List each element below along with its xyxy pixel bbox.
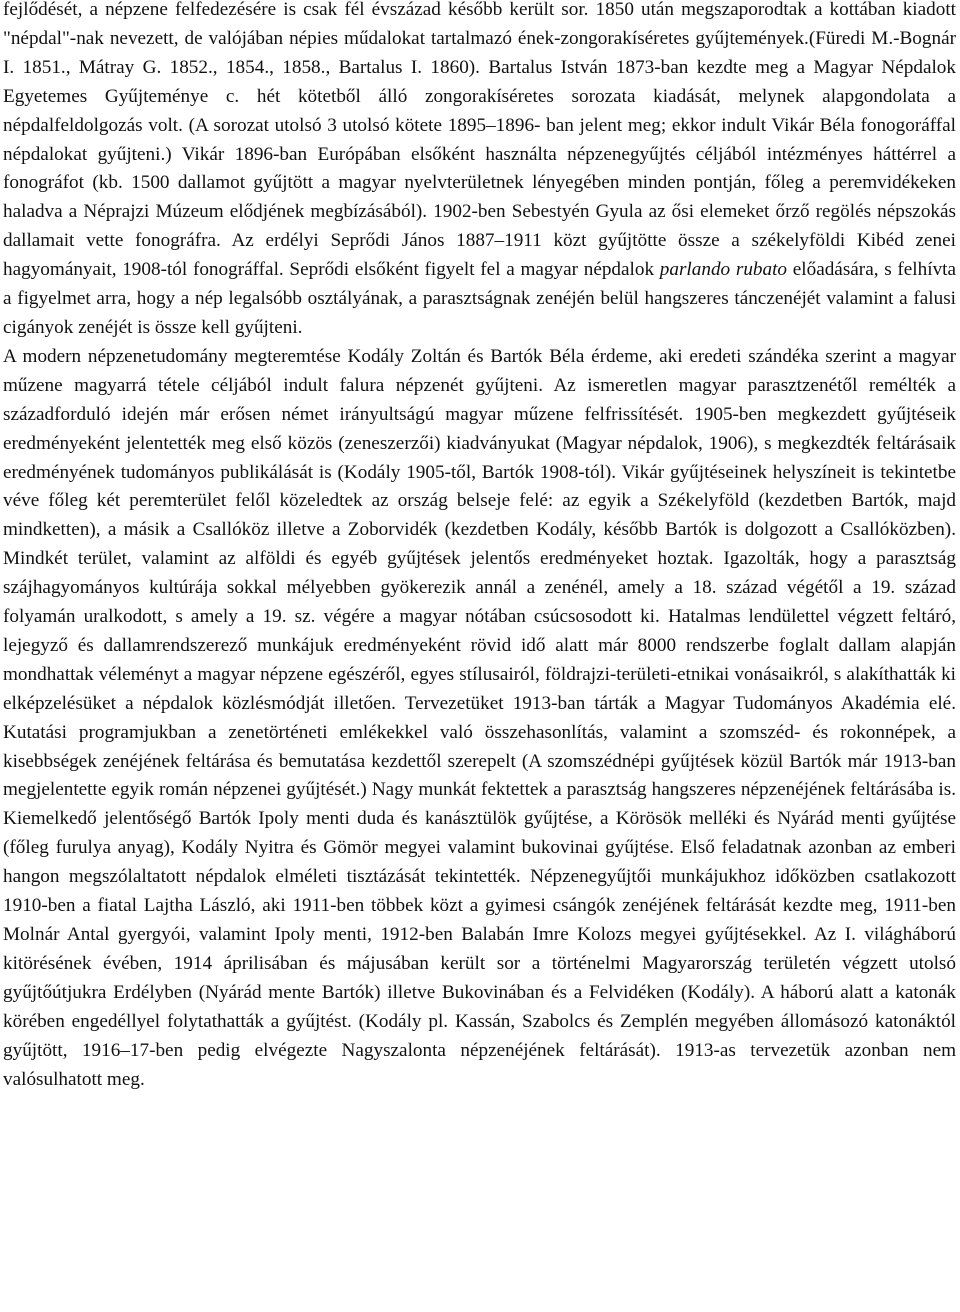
- sentence: Hatalmas lendülettel végzett feltáró, lejegyző és dallamrendszerező munkájuk eredményeként rövid idő alatt már 8000 rendszerbe foglalt dallam alapján mondhattak véleményt a magyar népzene egészéről, egyes stílusairól, földrajzi-területi-etnikai vonásaikról, s alakíthatták ki elképzelésüket a népdalok közlésmódját illetően.: [3, 606, 956, 714]
- paragraph-early-collections: [3, 0, 956, 343]
- sentence: Vikár gyűjtéseinek helyszíneit is tekintetbe véve főleg két peremterület felől közeledtek az ország belseje felé: az egyik a Székelyföld (kezdetben Bartók, majd mindketten), a másik a Csallóköz illetve a Zoborvidék (kezdetben Kodály, később Bartók is dolgozott a Csallóközben).: [3, 461, 956, 541]
- sentence: A háború alatt a katonák körében engedéllyel folytathatták a gyűjtést.: [3, 981, 956, 1032]
- sentence: fejlődését, a népzene felfedezésére is csak fél évszázad később került sor. 1850 után megszaporodtak a kottában kiadott "népdal"-nak nevezett, de valójában népies műdalokat tartalmazó ének-zongorakíséretes gyűjtemények.(Füredi M.-Bognár I. 1851., Mátray G. 1852., 1854., 1858., Bartalus I. 1860).: [3, 0, 956, 78]
- paragraph-modern-ethnomusicology: [3, 343, 956, 1095]
- sentence: Kutatási programjukban a zenetörténeti emlékekkel való összehasonlítás, valamint a szomszéd- és rokonnépek, a kisebbségek zenéjének feltárása és bemutatása kezdettől szerepelt (A szomszédnépi gyűjtések közül Bartók már 1913-ban megjelentette egyik román népzenei gyűjtését.): [3, 721, 956, 801]
- sentence: 1913-as tervezetük azonban nem valósulhatott meg.: [3, 1039, 957, 1090]
- sentence: Kiemelkedő jelentőségő Bartók Ipoly menti duda és kanásztülök gyűjtése, a Körösök melléki és Nyárád menti gyűjtése (főleg furulya anyag), Kodály Nyitra és Gömör megyei valamint bukovinai gyűjtése.: [3, 808, 956, 859]
- sentence: Bartalus István 1873-ban kezdte meg a Magyar Népdalok Egyetemes Gyűjteménye c.: [3, 56, 956, 107]
- sentence: Első feladatnak azonban az emberi hangon megszólaltatott népdalok elméleti tisztázását tekintették.: [3, 837, 956, 888]
- sentence: Nagy munkát fektettek a parasztság hangszeres népzenéjének feltárásába is.: [371, 779, 957, 801]
- italic-term: parlando rubato: [659, 259, 788, 281]
- sentence: Mindkét terület, valamint az alföldi és egyéb gyűjtések jelentős eredményeket hoztak.: [3, 548, 714, 570]
- sentence: Tervezetüket 1913-ban tárták a Magyar Tudományos Akadémia elé.: [404, 692, 956, 714]
- sentence: (Kodály pl. Kassán, Szabolcs és Zemplén megyében állomásozó katonáktól gyűjtött, 1916–17-ben pedig elvégezte Nagyszalonta népzenéjének feltárását).: [3, 1010, 956, 1061]
- sentence: 1902-ben Sebestyén Gyula az ősi elemeket őrző regölés népszokás dallamait vette fonográfra.: [3, 201, 956, 252]
- sentence: Az ismeretlen magyar parasztzenétől remélték a századforduló idején már erősen német irányultságú magyar műzene felfrissítését.: [3, 374, 956, 425]
- sentence: Népzenegyűjtői munkájukhoz időközben csatlakozott 1910-ben a fiatal Lajtha László, aki 1911-ben többek közt a gyimesi csángók zenéjének feltárását kezdte meg, 1911-ben Molnár Antal gyergyói, valamint Ipoly menti, 1912-ben Balabán Imre Kolozs megyei gyűjtésekkel.: [3, 866, 956, 945]
- sentence: (A sorozat utolsó 3 utolsó kötete 1895–1896- ban jelent meg; ekkor indult Vikár Béla fonogoráffal népdalokat gyűjteni.): [3, 114, 957, 165]
- sentence: Az I. világháború kitörésének évében, 1914 áprilisában és májusában került sor a történelmi Magyarország területén végzett utolsó gyűjtőútjukra Erdélyben (Nyárád mente Bartók) illetve Bukovinában és a Felvidéken (Kodály).: [3, 924, 956, 1003]
- sentence: Az erdélyi Seprődi János 1887–1911 közt gyűjtötte össze a székelyföldi Kibéd zenei hagyományait, 1908-tól fonográffal.: [3, 230, 956, 281]
- sentence: 1905-ben megkezdett gyűjtéseik eredményeként jelentették meg első közös (zeneszerzői) kiadványukat (Magyar népdalok, 1906), s megkezdték feltárásaik eredményének tudományos publikálását is (Kodály 1905-től, Bartók 1908-tól).: [3, 403, 956, 483]
- sentence: Seprődi elsőként figyelt fel a magyar népdalok: [289, 259, 655, 281]
- sentence: A modern népzenetudomány megteremtése Kodály Zoltán és Bartók Béla érdeme, aki eredeti szándéka szerint a magyar műzene magyarrá tétele céljából indult falura népzenét gyűjteni.: [3, 345, 956, 396]
- sentence: előadására, s felhívta a figyelmet arra, hogy a nép legalsóbb osztályának, a parasztságnak zenéjén belül hangszeres tánczenéjét valamint a falusi cigányok zenéjét is össze kell gyűjteni.: [3, 259, 957, 338]
- sentence: hét kötetből álló zongorakíséretes sorozata kiadását, melynek alapgondolata a népdalfeldolgozás volt.: [3, 85, 956, 136]
- sentence: 1500 dallamot gyűjtött a magyar nyelvterületnek lényegében minden pontján, főleg a peremvidékeken haladva a Néprajzi Múzeum elődjének megbízásából).: [3, 172, 956, 223]
- sentence: Vikár 1896-ban Európában elsőként használta népzenegyűjtés céljából intézményes háttérrel a fonográfot (kb.: [3, 143, 956, 194]
- sentence: Igazolták, hogy a parasztság szájhagyományos kultúrája sokkal mélyebben gyökerezik annál a zenénél, amely a 18. század végétől a 19. század folyamán uralkodott, s amely a 19. sz. végére a magyar nótában csúcsosodott ki.: [3, 548, 957, 628]
